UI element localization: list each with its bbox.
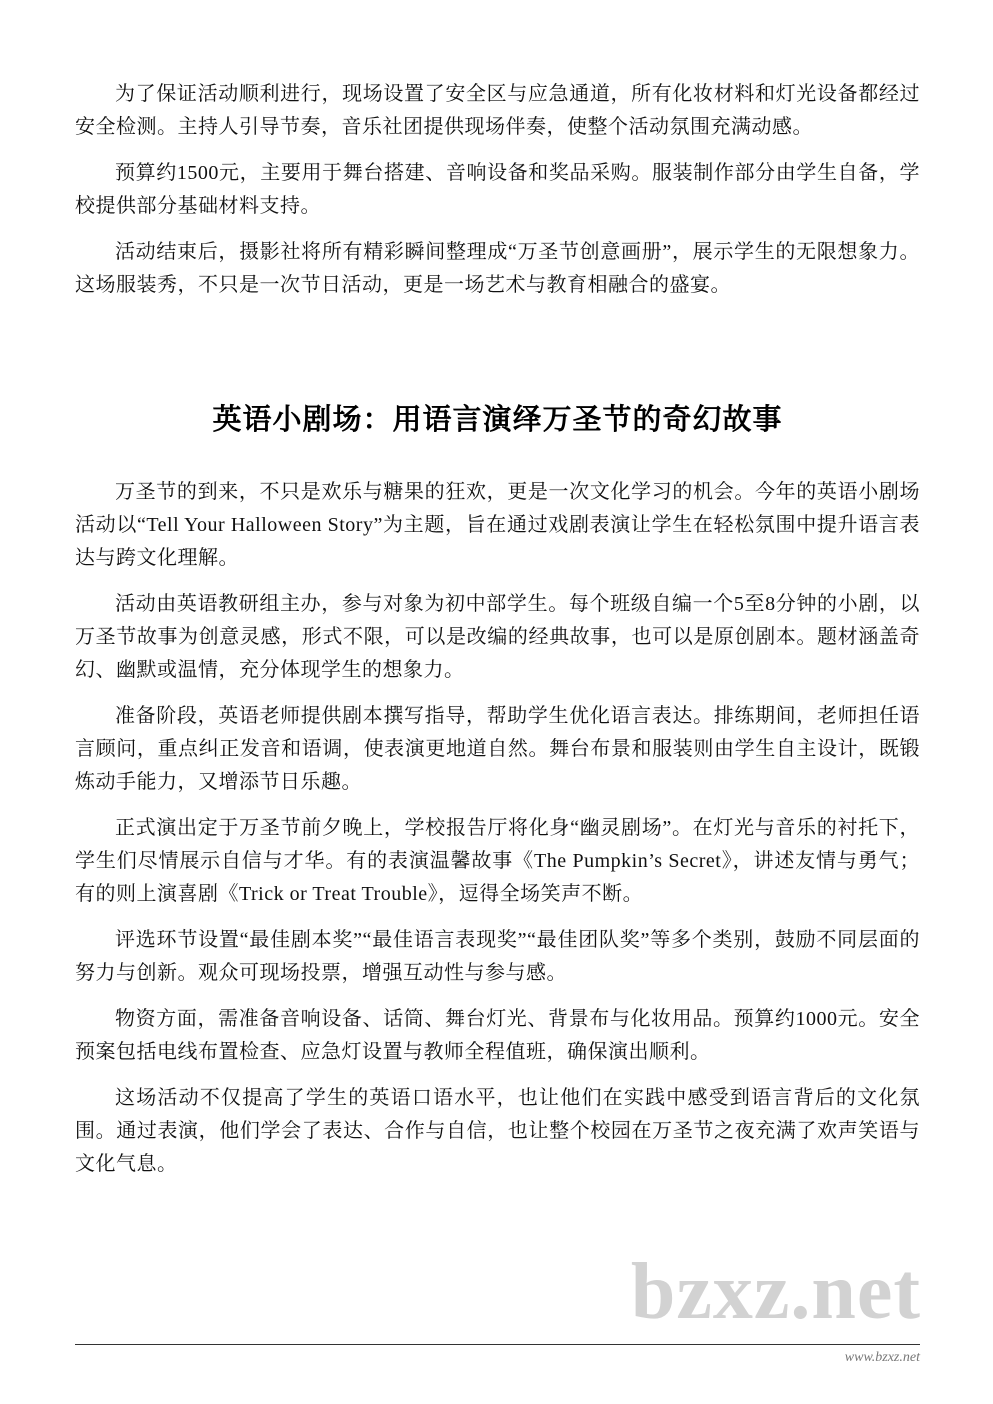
- paragraph: 评选环节设置“最佳剧本奖”“最佳语言表现奖”“最佳团队奖”等多个类别，鼓励不同层面的努力与创新。观众可现场投票，增强互动性与参与感。: [75, 929, 920, 984]
- paragraph: 预算约1500元，主要用于舞台搭建、音响设备和奖品采购。服装制作部分由学生自备，学校提供部分基础材料支持。: [75, 162, 920, 217]
- section-title: 英语小剧场：用语言演绎万圣节的奇幻故事: [212, 404, 783, 436]
- paragraph: 准备阶段，英语老师提供剧本撰写指导，帮助学生优化语言表达。排练期间，老师担任语言顾问，重点纠正发音和语调，使表演更地道自然。舞台布景和服装则由学生自主设计，既锻炼动手能力，又增添节日乐趣。: [75, 705, 920, 793]
- footer-divider: [75, 1344, 920, 1345]
- document-body: [75, 78, 920, 1194]
- paragraph: 万圣节的到来，不只是欢乐与糖果的狂欢，更是一次文化学习的机会。今年的英语小剧场活动以“Tell Your Halloween Story”为主题，旨在通过戏剧表演让学生在轻松氛围中提升语言表达与跨文化理解。: [75, 481, 920, 569]
- paragraph: 活动结束后，摄影社将所有精彩瞬间整理成“万圣节创意画册”，展示学生的无限想象力。这场服装秀，不只是一次节日活动，更是一场艺术与教育相融合的盛宴。: [75, 241, 920, 296]
- paragraph: 物资方面，需准备音响设备、话筒、舞台灯光、背景布与化妆用品。预算约1000元。安全预案包括电线布置检查、应急灯设置与教师全程值班，确保演出顺利。: [75, 1008, 920, 1063]
- page-footer: [75, 1344, 920, 1366]
- paragraph: 这场活动不仅提高了学生的英语口语水平，也让他们在实践中感受到语言背后的文化氛围。通过表演，他们学会了表达、合作与自信，也让整个校园在万圣节之夜充满了欢声笑语与文化气息。: [75, 1087, 920, 1175]
- footer-url: www.bzxz.net: [844, 1350, 920, 1365]
- watermark-text: bzxz.net: [630, 1248, 921, 1336]
- paragraph: 活动由英语教研组主办，参与对象为初中部学生。每个班级自编一个5至8分钟的小剧，以万圣节故事为创意灵感，形式不限，可以是改编的经典故事，也可以是原创剧本。题材涵盖奇幻、幽默或温情，充分体现学生的想象力。: [75, 593, 920, 681]
- paragraph: 正式演出定于万圣节前夕晚上，学校报告厅将化身“幽灵剧场”。在灯光与音乐的衬托下，学生们尽情展示自信与才华。有的表演温馨故事《The Pumpkin’s Secret》，讲述友情与勇气；有的则上演喜剧《Trick or Treat Trouble》，逗得全场笑声不断。: [75, 817, 920, 905]
- paragraph: 为了保证活动顺利进行，现场设置了安全区与应急通道，所有化妆材料和灯光设备都经过安全检测。主持人引导节奏，音乐社团提供现场伴奏，使整个活动氛围充满动感。: [75, 83, 920, 138]
